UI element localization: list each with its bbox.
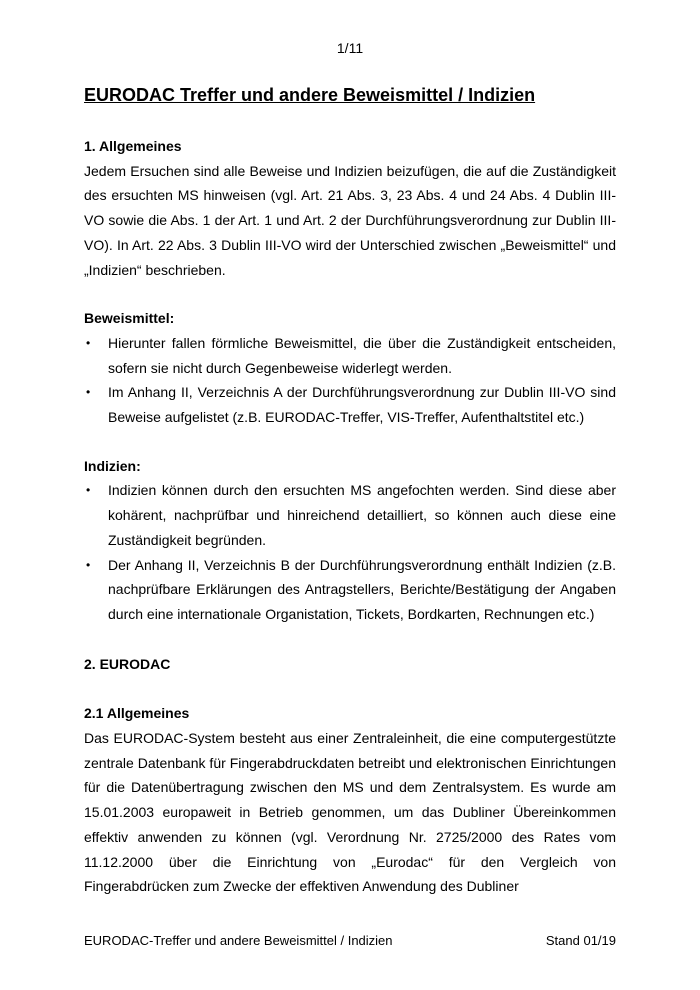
spacer: [84, 282, 616, 306]
bullet-icon: •: [86, 385, 91, 400]
footer-document-title: EURODAC-Treffer und andere Beweismittel / Indizien: [84, 933, 393, 948]
document-title: EURODAC Treffer und andere Beweismittel / Indizien: [84, 85, 536, 105]
footer-version: Stand 01/19: [545, 933, 616, 948]
spacer: [84, 627, 616, 652]
section-2-1-paragraph: Das EURODAC-System besteht aus einer Zentraleinheit, die eine computergestützte zentrale Datenbank für Fingerabdruckdaten betreibt und elektronischen Einrichtungen für die Datenübertragung zwischen den MS und dem Zentralsystem. Es wurde am 15.01.2003 europaweit in Betrieb genommen, um das Dubliner Übereinkommen effektiv anwenden zu können (vgl. Verordnung Nr. 2725/2000 des Rates vom 11.12.2000 über die Einrichtung von „Eurodac“ für den Vergleich von Fingerabdrücken zum Zwecke der effektiven Anwendung des Dubliner: [84, 730, 616, 895]
section-2-1-heading: 2.1 Allgemeines: [84, 705, 190, 722]
section-1-heading: 1. Allgemeines: [84, 138, 182, 154]
spacer: [84, 430, 616, 454]
indizien-heading: Indizien:: [84, 457, 141, 474]
list-item-text: Der Anhang II, Verzeichnis B der Durchführungsverordnung enthält Indizien (z.B. nachprüfbare Erklärungen des Antragstellers, Berichte/Bestätigung der Angaben durch eine internationale Organistation, Tickets, Bordkarten, Rechnungen etc.): [108, 556, 616, 622]
bullet-icon: •: [86, 335, 91, 350]
document-body: [84, 134, 616, 899]
list-item: [84, 331, 616, 380]
list-item-text: Indizien können durch den ersuchten MS angefochten werden. Sind diese aber kohärent, nachprüfbar und hinreichend detailliert, so können auch diese eine Zuständigkeit begründen.: [108, 482, 616, 548]
list-item: [84, 478, 616, 552]
list-item-text: Im Anhang II, Verzeichnis A der Durchführungsverordnung zur Dublin III-VO sind Beweise aufgelistet (z.B. EURODAC-Treffer, VIS-Treffer, Aufenthaltstitel etc.): [108, 384, 616, 426]
section-1-paragraph: Jedem Ersuchen sind alle Beweise und Indizien beizufügen, die auf die Zuständigkeit des ersuchten MS hinweisen (vgl. Art. 21 Abs. 3, 23 Abs. 4 und 24 Abs. 4 Dublin III-VO sowie die Abs. 1 der Art. 1 und Art. 2 der Durchführungsverordnung zur Dublin III-VO). In Art. 22 Abs. 3 Dublin III-VO wird der Unterschied zwischen „Beweismittel“ und „Indizien“ beschrieben.: [84, 162, 616, 278]
page-footer: [84, 933, 616, 948]
beweismittel-list: [84, 331, 616, 430]
list-item: [84, 553, 616, 627]
bullet-icon: •: [86, 483, 91, 498]
page-number: 1/11: [336, 40, 364, 56]
list-item-text: Hierunter fallen förmliche Beweismittel, die über die Zuständigkeit entscheiden, sofern sie nicht durch Gegenbeweise widerlegt werden.: [108, 334, 616, 376]
bullet-icon: •: [86, 557, 91, 572]
indizien-list: [84, 478, 616, 626]
beweismittel-heading: Beweismittel:: [84, 310, 175, 327]
list-item: [84, 380, 616, 429]
spacer: [84, 676, 616, 701]
section-2-heading: 2. EURODAC: [84, 655, 171, 672]
